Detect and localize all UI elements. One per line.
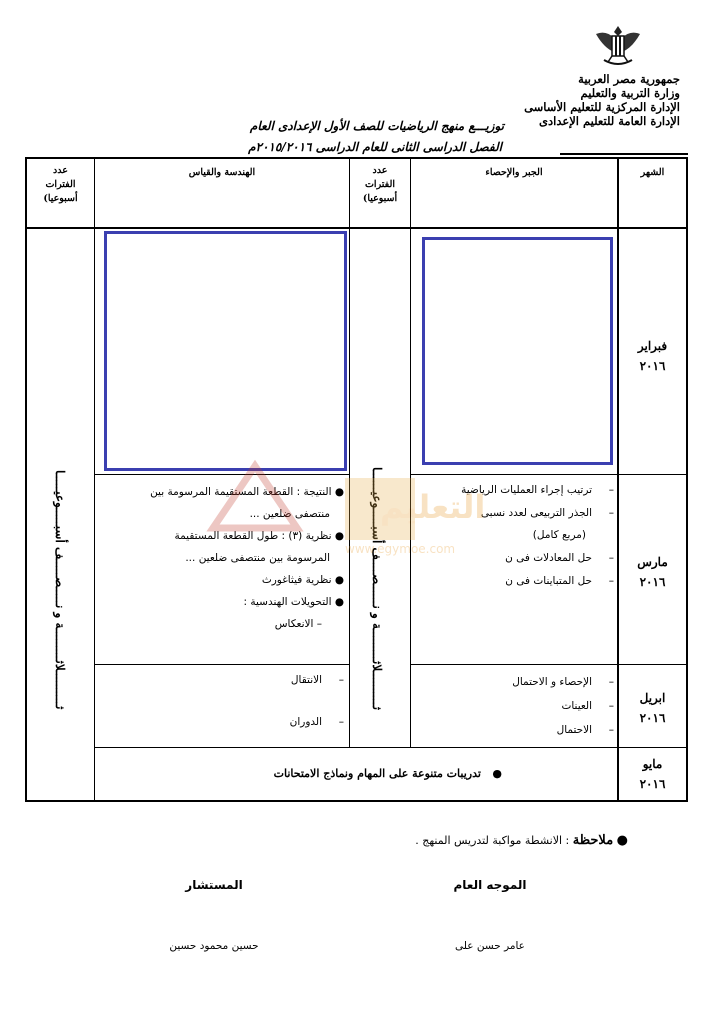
watermark-url: www.egymoe.com [345, 542, 456, 556]
column-header-geometry: الهندسة والقياس [188, 167, 256, 178]
header-line: الإدارة المركزية للتعليم الأساسى [524, 100, 680, 114]
column-header-periods: عدد الفترات أسبوعيا) [43, 165, 78, 204]
list-item: – حل المتباينات فى ن [505, 575, 614, 587]
watermark [195, 458, 555, 568]
note: ● ملاحظة : الانشطة مواكبة لتدريس المنهج . [415, 833, 628, 848]
ministry-header [524, 72, 680, 128]
month-cell-february: فبراير ٢٠١٦ [637, 339, 668, 373]
signature-title: المستشار [185, 878, 243, 892]
header-line: الإدارة العامة للتعليم الإعدادى [539, 114, 680, 128]
list-item: (مربع كامل) [532, 529, 586, 541]
periods-algebra-text: ثــــــــــلاثـــــــــة و نــــــصــــف أسبـــــوعيــــــا [370, 466, 384, 710]
may-content: ● تدريبات متنوعة على المهام ونماذج الامتحانات [273, 767, 502, 780]
april-geometry-list [290, 672, 344, 730]
note-text: : الانشطة مواكبة لتدريس المنهج . [415, 834, 570, 847]
signature-title: الموجه العام [453, 878, 527, 892]
signature-name: عامر حسن على [455, 940, 525, 952]
month-cell-may: مايو ٢٠١٦ [639, 757, 666, 791]
header-line: وزارة التربية والتعليم [580, 86, 680, 100]
column-header-periods: عدد الفترات أسبوعيا) [362, 165, 398, 204]
header-divider [560, 153, 688, 155]
list-item: ● التحويلات الهندسية : [243, 596, 344, 608]
february-algebra-box [422, 237, 613, 465]
page-title: توزيـــع منهج الرياضيات للصف الأول الإعدادى العام [249, 119, 504, 133]
february-geometry-box [104, 231, 347, 471]
april-algebra-list [512, 674, 614, 738]
eagle-emblem-logo [592, 22, 644, 70]
list-item: – العينات [561, 700, 614, 712]
list-item: – حل المعادلات فى ن [505, 552, 614, 564]
list-item: ● نظرية (٣) : طول القطعة المستقيمة [174, 530, 344, 542]
list-item: – الانتقال [290, 674, 344, 686]
list-item: – الاحتمال [556, 724, 614, 736]
column-header-month: الشهر [640, 167, 665, 178]
signature-block [124, 878, 304, 952]
list-item: – الإحصاء و الاحتمال [512, 676, 614, 688]
column-header-algebra: الجبر والإحصاء [485, 167, 543, 178]
list-item: ● نظرية فيثاغورث [261, 574, 344, 586]
list-item: المرسومة بين منتصفى ضلعين ... [185, 552, 330, 564]
watermark-text: التعليم [380, 488, 486, 526]
signature-name: حسين محمود حسين [169, 940, 259, 952]
month-cell-april: ابريل ٢٠١٦ [639, 691, 666, 725]
page-subtitle: الفصل الدراسى الثانى للعام الدراسى ٢٠١٥/٢٠١٦م [248, 140, 502, 154]
list-item: – الدوران [289, 716, 344, 728]
list-item: ● النتيجة : القطعة المستقيمة المرسومة بين [150, 486, 344, 498]
list-item: – الجذر التربيعى لعدد نسبى [480, 507, 614, 519]
periods-geometry-text: ثــــــــــلاثـــــــــة و نـــــصـــــف أسبـــــوعيـــــا [53, 470, 67, 710]
month-cell-march: مارس ٢٠١٦ [637, 555, 668, 589]
signature-block [400, 878, 580, 952]
list-item: – ترتيب إجراء العمليات الرياضية [461, 484, 614, 496]
header-line: جمهورية مصر العربية [578, 72, 680, 86]
list-item: منتصفى ضلعين ... [249, 508, 330, 520]
list-item: – الانعكاس [274, 618, 322, 630]
note-label: ملاحظة [572, 833, 614, 848]
